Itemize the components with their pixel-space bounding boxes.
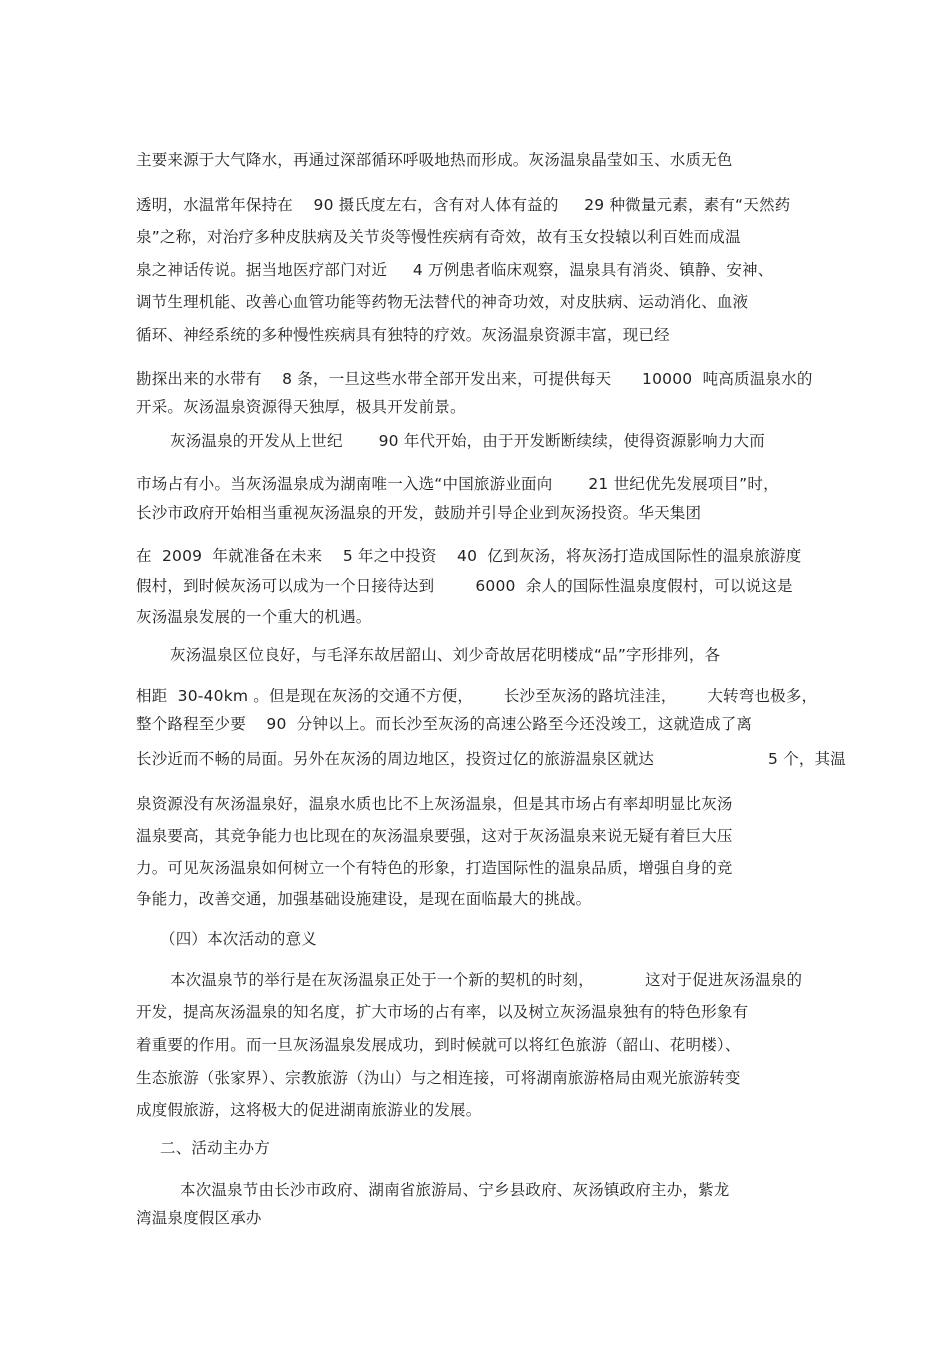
text-line: 泉之神话传说。据当地医疗部门对近 4 万例患者临床观察，温泉具有消炎、镇静、安神、 bbox=[136, 261, 774, 279]
section-heading: （四）本次活动的意义 bbox=[160, 930, 318, 948]
text-line: 整个路程至少要 90 分钟以上。而长沙至灰汤的高速公路至今还没竣工，这就造成了离 bbox=[136, 715, 753, 733]
text-line: 泉资源没有灰汤温泉好，温泉水质也比不上灰汤温泉，但是其市场占有率却明显比灰汤 bbox=[136, 795, 733, 813]
text-line: 假村，到时候灰汤可以成为一个日接待达到 6000 余人的国际性温泉度假村，可以说这是 bbox=[136, 577, 793, 595]
text-line: 相距 30-40km 。但是现在灰汤的交通不方便， 长沙至灰汤的路坑洼洼， 大转弯也极多， bbox=[136, 687, 818, 705]
text-line: 循环、神经系统的多种慢性疾病具有独特的疗效。灰汤温泉资源丰富，现已经 bbox=[136, 326, 670, 344]
section-heading: 二、活动主办方 bbox=[160, 1139, 270, 1157]
text-line: 开发，提高灰汤温泉的知名度，扩大市场的占有率，以及树立灰汤温泉独有的特色形象有 bbox=[136, 1003, 749, 1021]
text-line: 生态旅游（张家界）、宗教旅游（沩山）与之相连接，可将湖南旅游格局由观光旅游转变 bbox=[136, 1069, 741, 1087]
text-line: 透明，水温常年保持在 90 摄氏度左右，含有对人体有益的 29 种微量元素，素有“天然药 bbox=[136, 196, 791, 214]
text-line: 主要来源于大气降水，再通过深部循环呼吸地热而形成。灰汤温泉晶莹如玉、水质无色 bbox=[136, 151, 733, 169]
text-line: 温泉要高，其竞争能力也比现在的灰汤温泉要强，这对于灰汤温泉来说无疑有着巨大压 bbox=[136, 827, 733, 845]
text-line: 湾温泉度假区承办 bbox=[136, 1209, 262, 1227]
text-line: 力。可见灰汤温泉如何树立一个有特色的形象，打造国际性的温泉品质，增强自身的竞 bbox=[136, 859, 733, 877]
text-line: 长沙近而不畅的局面。另外在灰汤的周边地区，投资过亿的旅游温泉区就达 bbox=[136, 750, 655, 768]
text-line: 长沙市政府开始相当重视灰汤温泉的开发，鼓励并引导企业到灰汤投资。华天集团 bbox=[136, 504, 702, 522]
text-line: 灰汤温泉发展的一个重大的机遇。 bbox=[136, 608, 372, 626]
text-line: 在 2009 年就准备在未来 5 年之中投资 40 亿到灰汤，将灰汤打造成国际性的温泉旅游度 bbox=[136, 547, 802, 565]
text-line: 着重要的作用。而一旦灰汤温泉发展成功，到时候就可以将红色旅游（韶山、花明楼）、 bbox=[136, 1036, 741, 1054]
text-line: 泉”之称，对治疗多种皮肤病及关节炎等慢性疾病有奇效，故有玉女投辕以利百姓而成温 bbox=[136, 228, 741, 246]
text-line: 调节生理机能、改善心血管功能等药物无法替代的神奇功效，对皮肤病、运动消化、血液 bbox=[136, 293, 749, 311]
text-line: 开采。灰汤温泉资源得天独厚，极具开发前景。 bbox=[136, 398, 466, 416]
text-line: 成度假旅游，这将极大的促进湖南旅游业的发展。 bbox=[136, 1101, 482, 1119]
text-line: 市场占有小。当灰汤温泉成为湖南唯一入选“中国旅游业面向 21 世纪优先发展项目”时， bbox=[136, 475, 779, 493]
text-line: 争能力，改善交通，加强基础设施建设，是现在面临最大的挑战。 bbox=[136, 890, 592, 908]
text-line: 本次温泉节的举行是在灰汤温泉正处于一个新的契机的时刻， 这对于促进灰汤温泉的 bbox=[170, 971, 803, 989]
text-line: 灰汤温泉区位良好，与毛泽东故居韶山、刘少奇故居花明楼成“品”字形排列，各 bbox=[170, 646, 721, 664]
text-line: 5 个，其温 bbox=[768, 750, 846, 768]
text-line: 勘探出来的水带有 8 条，一旦这些水带全部开发出来，可提供每天 10000 吨高质温泉水的 bbox=[136, 370, 813, 388]
text-line: 本次温泉节由长沙市政府、湖南省旅游局、宁乡县政府、灰汤镇政府主办，紫龙 bbox=[180, 1181, 730, 1199]
text-line: 灰汤温泉的开发从上世纪 90 年代开始，由于开发断断续续，使得资源影响力大而 bbox=[170, 432, 765, 450]
